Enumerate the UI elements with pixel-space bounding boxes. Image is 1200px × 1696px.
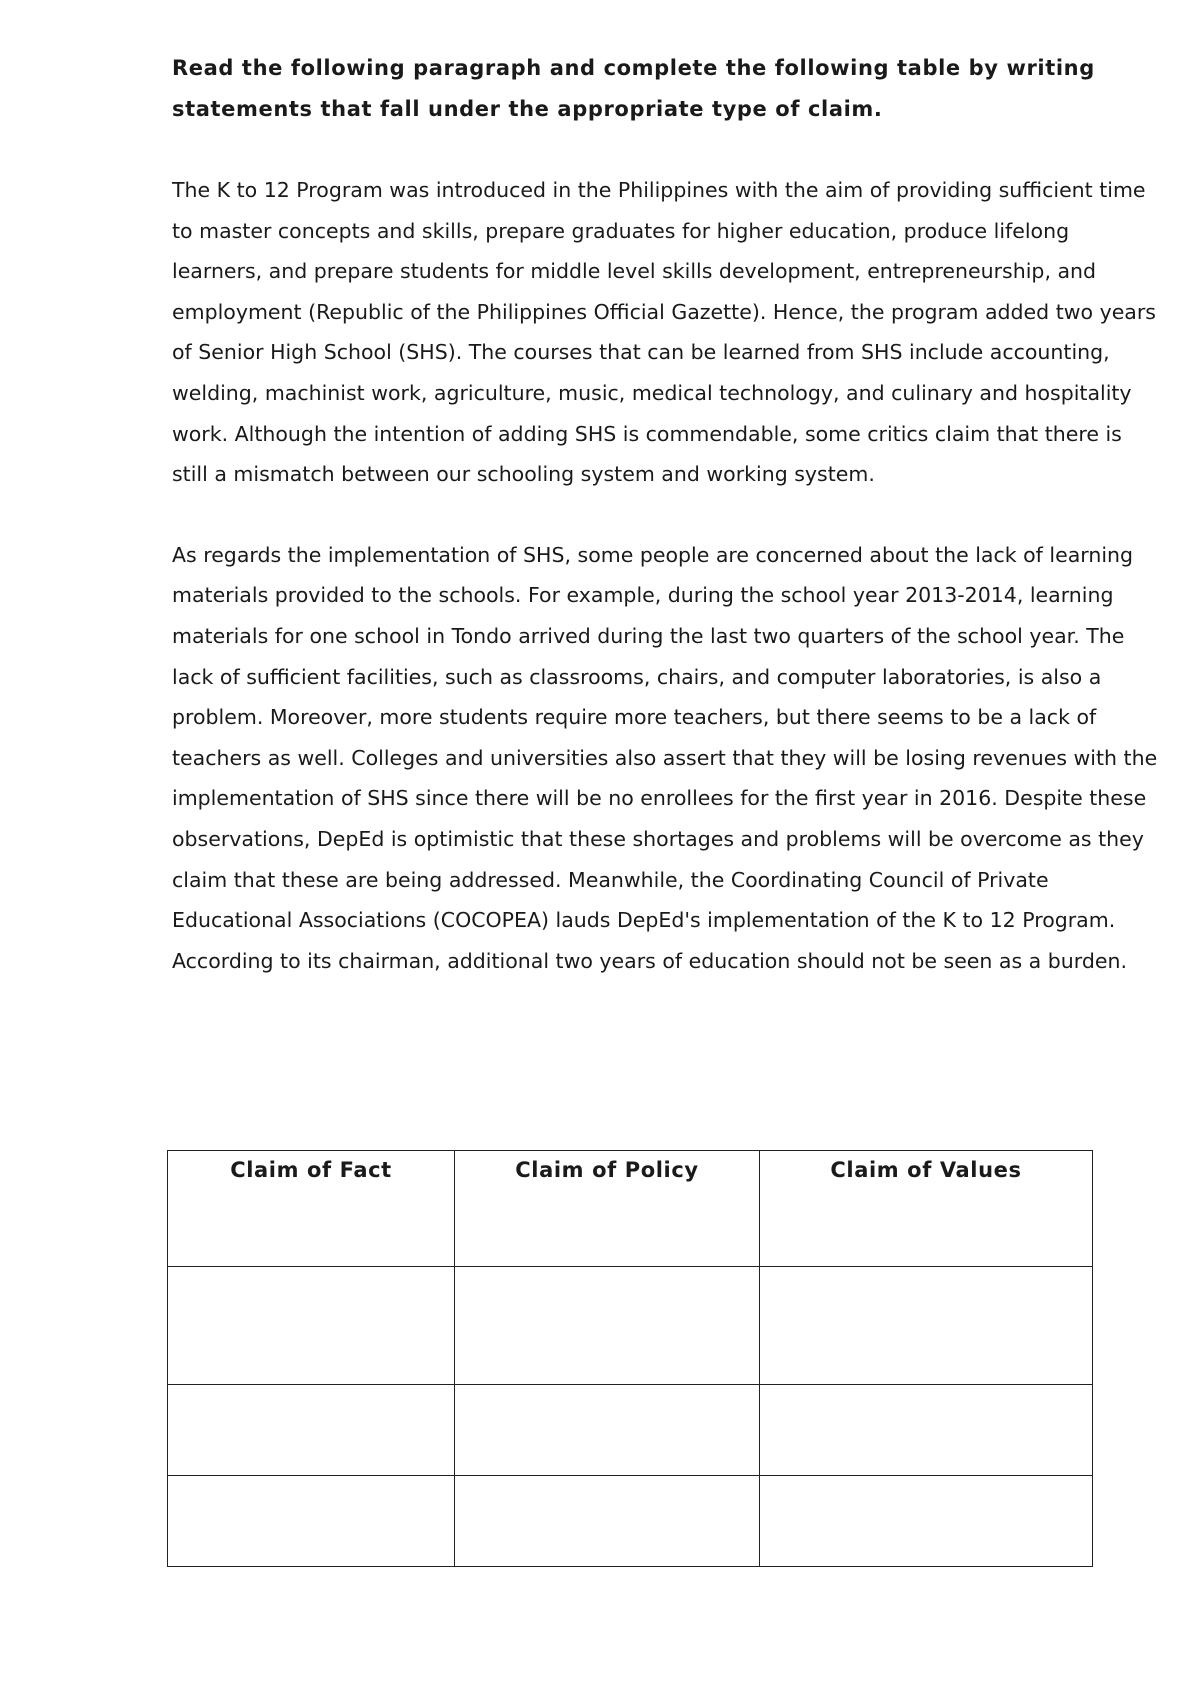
header-claim-of-policy: Claim of Policy bbox=[455, 1151, 760, 1267]
values-cell[interactable] bbox=[760, 1267, 1093, 1385]
reading-paragraph-1: The K to 12 Program was introduced in the Philippines with the aim of providing sufficient time to master concepts and skills, prepare graduates for higher education, produce lifelong learners, and prepare students for middle level skills development, entrepreneurship, and employment (Republic of the Philippines Official Gazette). Hence, the program added two years of Senior High School (SHS). The courses that can be learned from SHS include accounting, welding, machinist work, agriculture, music, medical technology, and culinary and hospitality work. Although the intention of adding SHS is commendable, some critics claim that there is still a mismatch between our schooling system and working system. bbox=[172, 178, 1156, 487]
table-row bbox=[168, 1267, 1093, 1385]
values-cell[interactable] bbox=[760, 1476, 1093, 1567]
policy-cell[interactable] bbox=[455, 1476, 760, 1567]
values-cell[interactable] bbox=[760, 1385, 1093, 1476]
header-claim-of-fact: Claim of Fact bbox=[168, 1151, 455, 1267]
table-row bbox=[168, 1385, 1093, 1476]
reading-paragraph-2: As regards the implementation of SHS, some people are concerned about the lack of learning materials provided to the schools. For example, during the school year 2013-2014, learning materials for one school in Tondo arrived during the last two quarters of the school year. The lack of sufficient facilities, such as classrooms, chairs, and computer laboratories, is also a problem. Moreover, more students require more teachers, but there seems to be a lack of teachers as well. Colleges and universities also assert that they will be losing revenues with the implementation of SHS since there will be no enrollees for the first year in 2016. Despite these observations, DepEd is optimistic that these shortages and problems will be overcome as they claim that these are being addressed. Meanwhile, the Coordinating Council of Private Educational Associations (COCOPEA) lauds DepEd's implementation of the K to 12 Program. According to its chairman, additional two years of education should not be seen as a burden. bbox=[172, 542, 1158, 973]
fact-cell[interactable] bbox=[168, 1267, 455, 1385]
table-row bbox=[168, 1476, 1093, 1567]
policy-cell[interactable] bbox=[455, 1267, 760, 1385]
header-claim-of-values: Claim of Values bbox=[760, 1151, 1093, 1267]
policy-cell[interactable] bbox=[455, 1385, 760, 1476]
instructions-text: Read the following paragraph and complete the following table by writing statements that fall under the appropriate type of claim. bbox=[172, 56, 1095, 121]
claims-table bbox=[167, 1150, 1093, 1567]
fact-cell[interactable] bbox=[168, 1385, 455, 1476]
worksheet-page bbox=[172, 48, 1162, 1021]
table-header-row bbox=[168, 1151, 1093, 1267]
fact-cell[interactable] bbox=[168, 1476, 455, 1567]
